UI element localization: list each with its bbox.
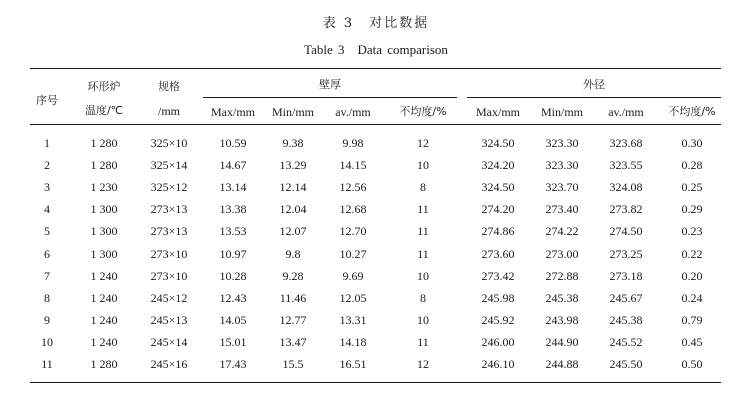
- cell-outer-avg: 273.18: [609, 269, 643, 283]
- cell-outer-avg: 274.50: [609, 224, 643, 238]
- cell-outer-min: 274.22: [545, 224, 579, 238]
- cell-wall-min: 9.8: [285, 247, 301, 261]
- cell-outer-min: 245.38: [545, 291, 579, 305]
- cell-outer-unevenness: 0.29: [681, 202, 703, 216]
- cell-outer-unevenness: 0.22: [681, 247, 703, 261]
- cell-furnace-temp: 1 280: [90, 357, 118, 371]
- cell-outer-max: 246.00: [481, 335, 515, 349]
- bottom-rule: [30, 382, 721, 383]
- cell-spec: 273×13: [150, 224, 188, 238]
- cell-wall-unevenness: 10: [417, 269, 429, 283]
- cell-wall-max: 12.43: [219, 291, 247, 305]
- cell-outer-unevenness: 0.50: [681, 357, 703, 371]
- cell-wall-avg: 10.27: [339, 247, 367, 261]
- cell-wall-min: 15.5: [282, 357, 304, 371]
- header-spec-line2: /mm: [157, 104, 180, 118]
- cell-outer-max: 273.42: [481, 269, 515, 283]
- cell-wall-unevenness: 11: [417, 335, 429, 349]
- cell-wall-unevenness: 8: [420, 291, 426, 305]
- cell-wall-max: 13.38: [219, 202, 247, 216]
- cell-seq: 2: [44, 158, 50, 172]
- cell-wall-max: 10.97: [219, 247, 247, 261]
- cell-outer-unevenness: 0.79: [681, 313, 703, 327]
- cell-wall-avg: 9.69: [342, 269, 364, 283]
- cell-wall-avg: 12.56: [339, 180, 367, 194]
- cell-outer-max: 324.20: [481, 158, 515, 172]
- cell-outer-avg: 245.52: [609, 335, 643, 349]
- cell-spec: 325×12: [150, 180, 188, 194]
- cell-wall-max: 15.01: [219, 335, 247, 349]
- cell-outer-avg: 273.82: [609, 202, 643, 216]
- cell-outer-min: 272.88: [545, 269, 579, 283]
- cell-outer-min: 273.00: [545, 247, 579, 261]
- cell-wall-unevenness: 11: [417, 247, 429, 261]
- cell-outer-avg: 273.25: [609, 247, 643, 261]
- cell-furnace-temp: 1 300: [90, 224, 118, 238]
- cell-spec: 325×10: [150, 136, 188, 150]
- cell-wall-max: 13.14: [219, 180, 247, 194]
- cell-outer-max: 274.20: [481, 202, 515, 216]
- header-wall-unevenness: 不均度/%: [399, 105, 447, 118]
- cell-seq: 8: [44, 291, 50, 305]
- cell-wall-min: 9.28: [282, 269, 304, 283]
- cell-wall-unevenness: 12: [417, 136, 429, 150]
- cell-outer-max: 273.60: [481, 247, 515, 261]
- cell-outer-max: 245.98: [481, 291, 515, 305]
- cell-outer-avg: 324.08: [609, 180, 643, 194]
- cell-outer-unevenness: 0.45: [681, 335, 703, 349]
- cell-spec: 245×13: [150, 313, 188, 327]
- cell-wall-unevenness: 11: [417, 202, 429, 216]
- cell-outer-min: 273.40: [545, 202, 579, 216]
- header-rule: [30, 124, 721, 125]
- top-rule: [30, 68, 721, 69]
- cell-wall-min: 12.04: [279, 202, 307, 216]
- cell-wall-unevenness: 11: [417, 224, 429, 238]
- cell-spec: 273×13: [150, 202, 188, 216]
- cell-wall-min: 11.46: [279, 291, 307, 305]
- cell-furnace-temp: 1 300: [90, 247, 118, 261]
- header-outer: 外径: [583, 78, 605, 91]
- cell-spec: 273×10: [150, 247, 188, 261]
- cell-spec: 273×10: [150, 269, 188, 283]
- cell-spec: 245×16: [150, 357, 188, 371]
- cell-seq: 5: [44, 224, 50, 238]
- cell-seq: 11: [41, 357, 53, 371]
- cell-furnace-temp: 1 280: [90, 158, 118, 172]
- cell-furnace-temp: 1 240: [90, 291, 118, 305]
- cell-outer-unevenness: 0.30: [681, 136, 703, 150]
- cell-wall-avg: 14.18: [339, 335, 367, 349]
- header-furnace-line2: 温度/℃: [84, 104, 124, 117]
- cell-wall-min: 9.38: [282, 136, 304, 150]
- cell-wall-max: 17.43: [219, 357, 247, 371]
- cell-furnace-temp: 1 300: [90, 202, 118, 216]
- cell-seq: 3: [44, 180, 50, 194]
- wall-group-rule: [203, 97, 457, 98]
- cell-outer-unevenness: 0.20: [681, 269, 703, 283]
- outer-group-rule: [467, 97, 721, 98]
- cell-wall-avg: 14.15: [339, 158, 367, 172]
- header-spec-line1: 规格: [158, 80, 180, 93]
- cell-outer-min: 244.90: [545, 335, 579, 349]
- header-outer-min: Min/mm: [540, 105, 583, 119]
- cell-wall-avg: 9.98: [342, 136, 364, 150]
- header-outer-max: Max/mm: [476, 105, 520, 119]
- cell-outer-min: 244.88: [545, 357, 579, 371]
- cell-seq: 6: [44, 247, 50, 261]
- cell-outer-max: 246.10: [481, 357, 515, 371]
- header-wall: 壁厚: [319, 78, 341, 91]
- header-furnace-line1: 环形炉: [87, 80, 121, 93]
- cell-outer-avg: 245.38: [609, 313, 643, 327]
- cell-seq: 1: [44, 136, 50, 150]
- cell-wall-max: 13.53: [219, 224, 247, 238]
- cell-wall-unevenness: 8: [420, 180, 426, 194]
- cell-outer-unevenness: 0.28: [681, 158, 703, 172]
- header-wall-min: Min/mm: [271, 105, 314, 119]
- cell-spec: 325×14: [150, 158, 188, 172]
- cell-wall-avg: 12.68: [339, 202, 367, 216]
- cell-wall-min: 13.29: [279, 158, 307, 172]
- header-wall-max: Max/mm: [211, 105, 255, 119]
- cell-outer-min: 323.30: [545, 136, 579, 150]
- cell-spec: 245×14: [150, 335, 188, 349]
- table-caption-zh: 表 3 对比数据: [322, 16, 430, 31]
- cell-seq: 10: [41, 335, 53, 349]
- cell-furnace-temp: 1 240: [90, 313, 118, 327]
- cell-seq: 7: [44, 269, 50, 283]
- cell-outer-avg: 323.55: [609, 158, 643, 172]
- header-outer-avg: av./mm: [608, 105, 644, 119]
- cell-furnace-temp: 1 240: [90, 335, 118, 349]
- cell-wall-max: 10.59: [219, 136, 247, 150]
- cell-seq: 4: [44, 202, 50, 216]
- cell-outer-unevenness: 0.24: [681, 291, 703, 305]
- header-seq: 序号: [36, 94, 58, 107]
- cell-wall-avg: 12.05: [339, 291, 367, 305]
- cell-outer-min: 323.30: [545, 158, 579, 172]
- cell-furnace-temp: 1 230: [90, 180, 118, 194]
- cell-outer-avg: 323.68: [609, 136, 643, 150]
- cell-wall-unevenness: 10: [417, 313, 429, 327]
- cell-wall-avg: 16.51: [339, 357, 367, 371]
- cell-wall-min: 12.77: [279, 313, 307, 327]
- cell-seq: 9: [44, 313, 50, 327]
- cell-outer-unevenness: 0.23: [681, 224, 703, 238]
- cell-wall-min: 12.14: [279, 180, 307, 194]
- cell-spec: 245×12: [150, 291, 188, 305]
- cell-outer-avg: 245.50: [609, 357, 643, 371]
- cell-outer-min: 243.98: [545, 313, 579, 327]
- cell-wall-unevenness: 12: [417, 357, 429, 371]
- cell-wall-avg: 12.70: [339, 224, 367, 238]
- cell-outer-min: 323.70: [545, 180, 579, 194]
- cell-outer-max: 274.86: [481, 224, 515, 238]
- cell-wall-max: 14.67: [219, 158, 247, 172]
- cell-wall-unevenness: 10: [417, 158, 429, 172]
- cell-outer-avg: 245.67: [609, 291, 643, 305]
- cell-outer-unevenness: 0.25: [681, 180, 703, 194]
- cell-outer-max: 324.50: [481, 180, 515, 194]
- header-wall-avg: av./mm: [335, 105, 371, 119]
- cell-wall-min: 13.47: [279, 335, 307, 349]
- cell-outer-max: 245.92: [481, 313, 515, 327]
- cell-wall-max: 10.28: [219, 269, 247, 283]
- cell-furnace-temp: 1 280: [90, 136, 118, 150]
- cell-wall-avg: 13.31: [339, 313, 367, 327]
- cell-wall-min: 12.07: [279, 224, 307, 238]
- cell-wall-max: 14.05: [219, 313, 247, 327]
- table-caption-en: Table 3 Data comparison: [304, 42, 448, 57]
- header-outer-unevenness: 不均度/%: [668, 105, 716, 118]
- cell-furnace-temp: 1 240: [90, 269, 118, 283]
- cell-outer-max: 324.50: [481, 136, 515, 150]
